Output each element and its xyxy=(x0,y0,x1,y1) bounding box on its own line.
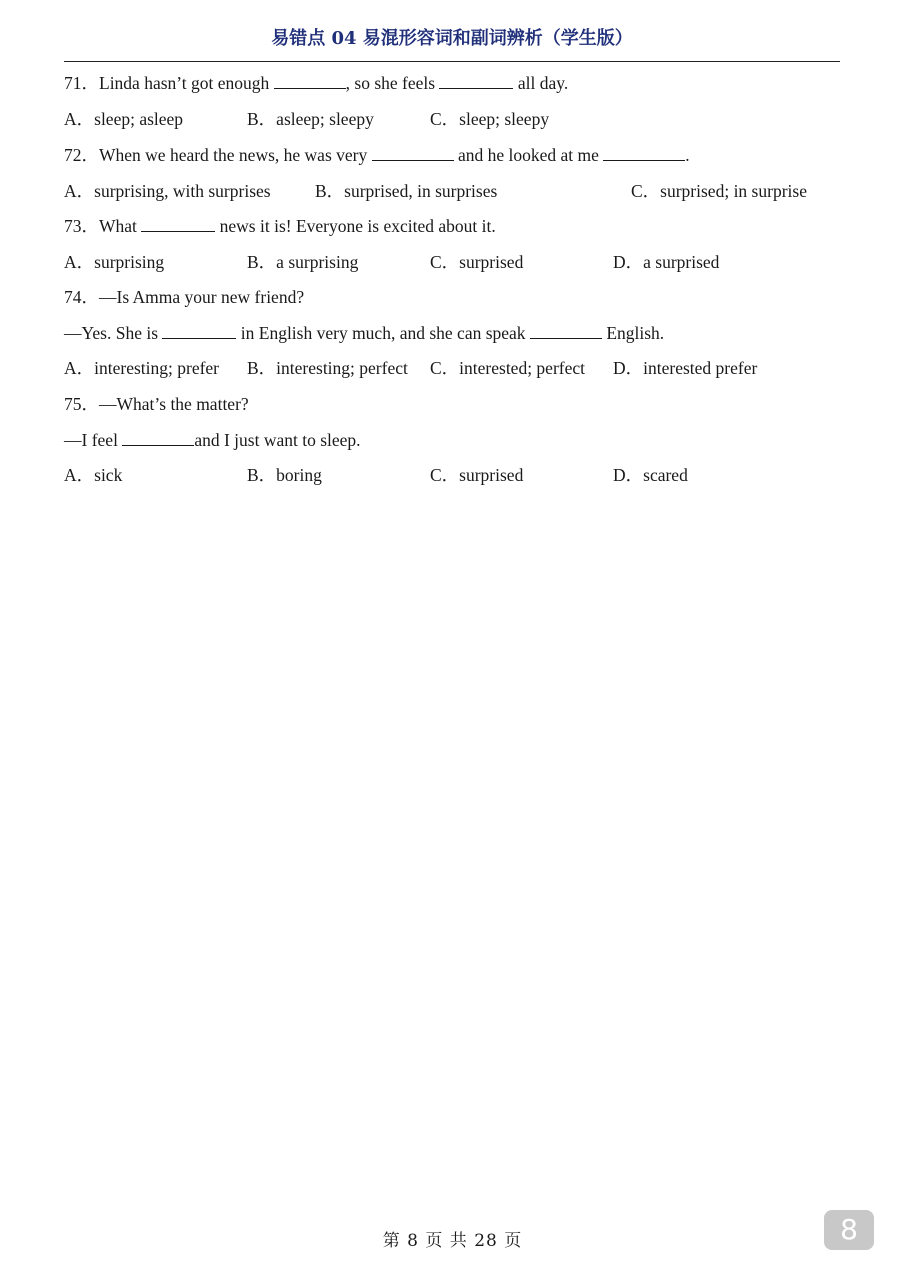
q74-text-1: —Yes. She is xyxy=(64,323,163,343)
q73-option-c: C．surprised xyxy=(430,252,524,272)
q74-blank-2 xyxy=(530,322,602,339)
question-75 xyxy=(64,429,361,451)
q71-option-b: B．asleep; sleepy xyxy=(247,109,374,129)
q73-option-a: A．surprising xyxy=(64,252,165,272)
q72-blank-2 xyxy=(603,144,685,161)
q75-blank-1 xyxy=(122,429,194,446)
q72-option-a: A．surprising, with surprises xyxy=(64,181,271,201)
q72-blank-1 xyxy=(372,144,454,161)
q72-option-b: B．surprised, in surprises xyxy=(315,181,498,201)
q74-blank-1 xyxy=(162,322,236,339)
q72-text-2: and he looked at me xyxy=(453,145,604,165)
page-header-title: 易错点 04 易混形容词和副词辨析（学生版） xyxy=(271,28,633,49)
q73-text-1: 73．What xyxy=(64,216,142,236)
q73-option-d: D．a surprised xyxy=(613,252,720,272)
q71-blank-2 xyxy=(439,72,513,89)
header-divider xyxy=(64,61,840,62)
q74-option-b: B．interesting; perfect xyxy=(247,358,408,378)
q72-text-1: 72．When we heard the news, he was very xyxy=(64,145,372,165)
q73-text-2: news it is! Everyone is excited about it. xyxy=(215,216,496,236)
q71-blank-1 xyxy=(274,72,346,89)
q71-text-2: , so she feels xyxy=(345,73,440,93)
q74-option-d: D．interested prefer xyxy=(613,358,758,378)
q74-option-c: C．interested; perfect xyxy=(430,358,586,378)
q75-option-c: C．surprised xyxy=(430,465,524,485)
question-71 xyxy=(64,72,568,94)
q71-option-a: A．sleep; asleep xyxy=(64,109,184,129)
question-74-prompt: 74．—Is Amma your new friend? xyxy=(64,287,305,307)
q71-text-3: all day. xyxy=(513,73,569,93)
q73-option-b: B．a surprising xyxy=(247,252,359,272)
q74-text-3: English. xyxy=(601,323,665,343)
q74-text-2: in English very much, and she can speak xyxy=(236,323,530,343)
q71-text-1: 71．Linda hasn’t got enough xyxy=(64,73,274,93)
q75-option-d: D．scared xyxy=(613,465,688,485)
q75-option-b: B．boring xyxy=(247,465,322,485)
question-75-prompt: 75．—What’s the matter? xyxy=(64,394,249,414)
q71-option-c: C．sleep; sleepy xyxy=(430,109,550,129)
question-72 xyxy=(64,144,690,166)
question-73 xyxy=(64,215,496,237)
q75-text-2: and I just want to sleep. xyxy=(194,430,361,450)
q74-option-a: A．interesting; prefer xyxy=(64,358,220,378)
q72-option-c: C．surprised; in surprise xyxy=(631,181,807,201)
q73-blank-1 xyxy=(141,215,215,232)
q75-text-1: —I feel xyxy=(64,430,123,450)
q75-option-a: A．sick xyxy=(64,465,123,485)
page-number-badge: 8 xyxy=(824,1210,874,1250)
question-74 xyxy=(64,322,664,344)
q72-text-3: . xyxy=(685,145,690,165)
page-footer: 第 8 页 共 28 页 xyxy=(382,1231,523,1251)
